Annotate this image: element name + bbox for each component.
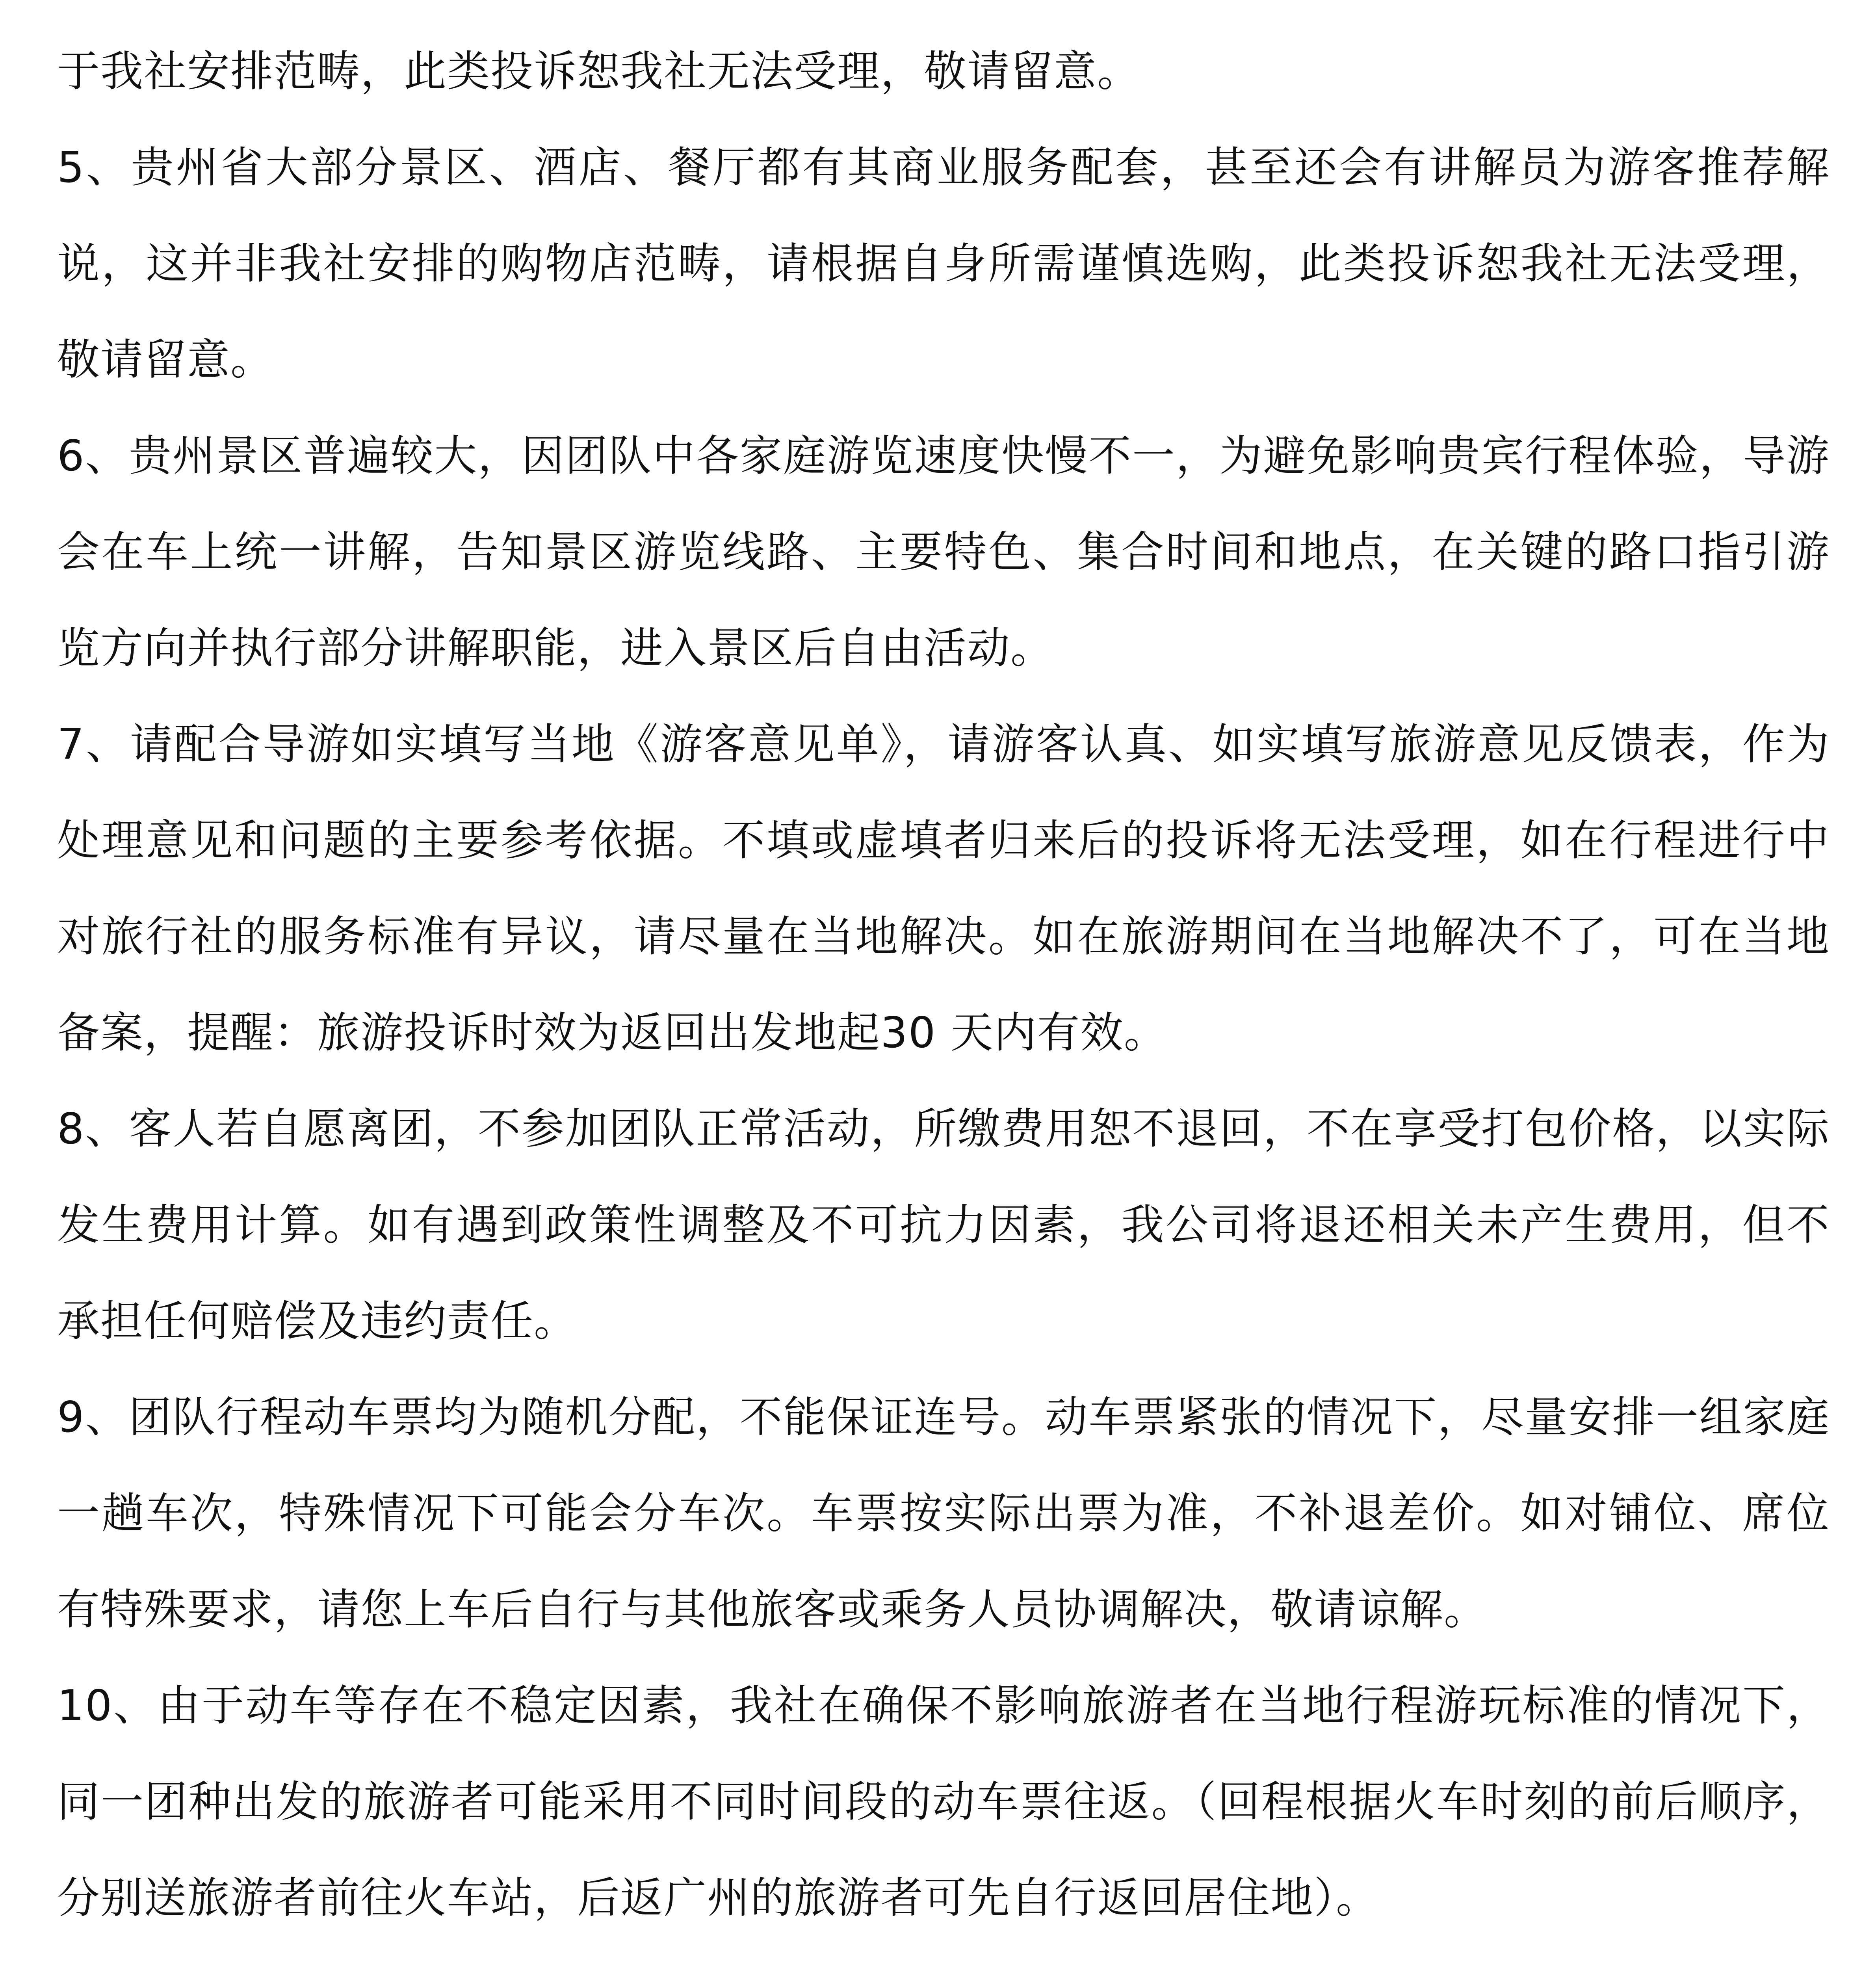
paragraph-item-9: 9、团队行程动车票均为随机分配，不能保证连号。动车票紧张的情况下，尽量安排一组家庭一趟车次，特殊情况下可能会分车次。车票按实际出票为准，不补退差价。如对铺位、席位有特殊要求，请您上车后自行与其他旅客或乘务人员协调解决，敬请谅解。 bbox=[57, 1393, 1830, 1634]
paragraph-item-5: 5、贵州省大部分景区、酒店、餐厅都有其商业服务配套，甚至还会有讲解员为游客推荐解说，这并非我社安排的购物店范畴，请根据自身所需谨慎选购，此类投诉恕我社无法受理，敬请留意。 bbox=[57, 143, 1830, 385]
paragraph-item-6: 6、贵州景区普遍较大，因团队中各家庭游览速度快慢不一，为避免影响贵宾行程体验，导游会在车上统一讲解，告知景区游览线路、主要特色、集合时间和地点，在关键的路口指引游览方向并执行部分讲解职能，进入景区后自由活动。 bbox=[57, 431, 1830, 673]
paragraph-item-11 bbox=[57, 1946, 1830, 1970]
paragraph-continuation: 于我社安排范畴，此类投诉恕我社无法受理，敬请留意。 bbox=[57, 47, 1141, 96]
paragraph-item-8: 8、客人若自愿离团，不参加团队正常活动，所缴费用恕不退回，不在享受打包价格，以实际发生费用计算。如有遇到政策性调整及不可抗力因素，我公司将退还相关未产生费用，但不承担任何赔偿及违约责任。 bbox=[57, 1104, 1830, 1346]
paragraph-item-10: 10、由于动车等存在不稳定因素，我社在确保不影响旅游者在当地行程游玩标准的情况下，同一团种出发的旅游者可能采用不同时间段的动车票往返。（回程根据火车时刻的前后顺序，分别送旅游者前往火车站，后返广州的旅游者可先自行返回居住地）。 bbox=[57, 1681, 1830, 1923]
document-body bbox=[57, 24, 1830, 1970]
paragraph-item-7: 7、请配合导游如实填写当地《游客意见单》，请游客认真、如实填写旅游意见反馈表，作为处理意见和问题的主要参考依据。不填或虚填者归来后的投诉将无法受理，如在行程进行中对旅行社的服务标准有异议，请尽量在当地解决。如在旅游期间在当地解决不了，可在当地备案，提醒：旅游投诉时效为返回出发地起30 天内有效。 bbox=[57, 720, 1830, 1057]
